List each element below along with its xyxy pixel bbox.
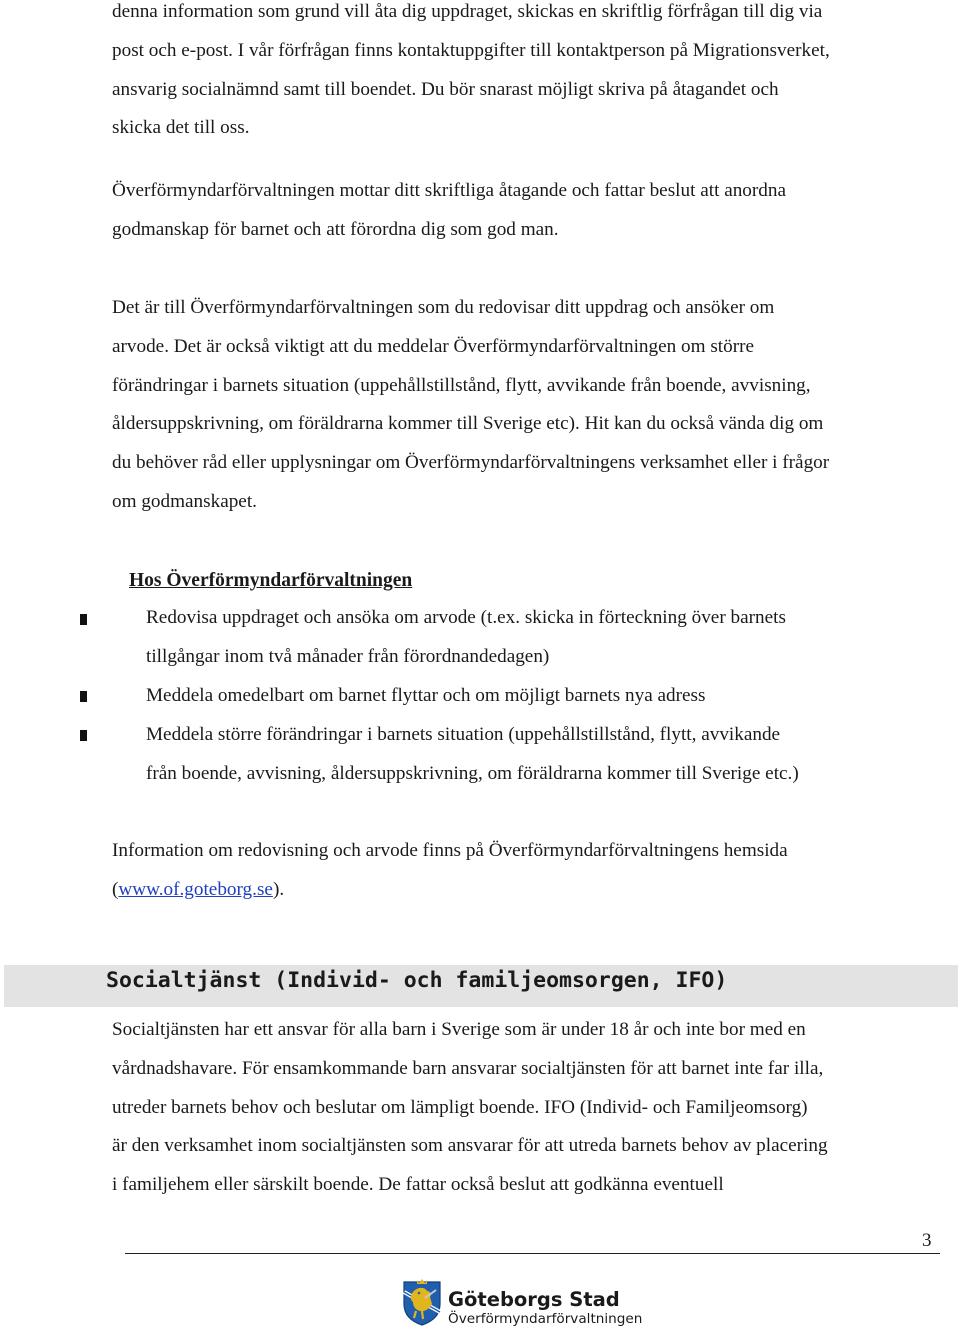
text-line: Det är till Överförmyndarförvaltningen som du redovisar ditt uppdrag och ansöker om bbox=[112, 297, 775, 318]
text-line: skicka det till oss. bbox=[112, 117, 250, 139]
section-title: Socialtjänst (Individ- och familjeomsorgen, IFO) bbox=[106, 968, 728, 993]
text-line: ansvarig socialnämnd samt till boendet. Du bör snarast möjligt skriva på åtagandet och bbox=[112, 78, 779, 100]
section-header-bar bbox=[4, 965, 958, 1007]
text-line: arvode. Det är också viktigt att du meddelar Överförmyndarförvaltningen om större bbox=[112, 335, 755, 357]
close-paren: ). bbox=[272, 878, 285, 900]
text-line: åldersuppskrivning, om föräldrarna kommer till Sverige etc). Hit kan du också vända dig om bbox=[112, 413, 824, 435]
footer-divider bbox=[125, 1253, 940, 1254]
logo-subtitle: Överförmyndarförvaltningen bbox=[448, 1311, 643, 1327]
text-line: är den verksamhet inom socialtjänsten som ansvarar för att utreda barnets behov av placering bbox=[112, 1135, 828, 1157]
list-item bbox=[146, 677, 946, 716]
text-line: godmanskap för barnet och att förordna dig som god man. bbox=[112, 218, 559, 240]
text-line: i familjehem eller särskilt boende. De fattar också beslut att godkänna eventuell bbox=[112, 1174, 724, 1196]
bullet-square-icon bbox=[80, 691, 87, 702]
text-line: post och e-post. I vår förfrågan finns kontaktuppgifter till kontaktperson på Migrationsverket, bbox=[112, 39, 830, 61]
text-line: Information om redovisning och arvode finns på Överförmyndarförvaltningens hemsida bbox=[112, 840, 788, 861]
text-line: utreder barnets behov och beslutar om lämpligt boende. IFO (Individ- och Familjeomsorg) bbox=[112, 1096, 808, 1118]
list-item-text: Meddela omedelbart om barnet flyttar och om möjligt barnets nya adress bbox=[146, 685, 706, 706]
text-line: om godmanskapet. bbox=[112, 490, 257, 512]
bullet-square-icon bbox=[80, 614, 87, 625]
page-number: 3 bbox=[922, 1230, 932, 1251]
text-line: Socialtjänsten har ett ansvar för alla barn i Sverige som är under 18 år och inte bor med en bbox=[112, 1019, 806, 1040]
list-item bbox=[146, 599, 946, 677]
subheading-hos-overformyndarforvaltningen: Hos Överförmyndarförvaltningen bbox=[129, 570, 413, 591]
list-item-text: från boende, avvisning, åldersuppskrivning, om föräldrarna kommer till Sverige etc.) bbox=[146, 762, 799, 784]
text-line: Överförmyndarförvaltningen mottar ditt skriftliga åtagande och fattar beslut att anordna bbox=[112, 180, 786, 201]
text-line bbox=[112, 871, 952, 910]
open-paren: ( bbox=[112, 878, 119, 900]
text-line: du behöver råd eller upplysningar om Överförmyndarförvaltningens verksamhet eller i frågor bbox=[112, 452, 830, 474]
text-line: vårdnadshavare. För ensamkommande barn ansvarar socialtjänsten för att barnet inte far illa, bbox=[112, 1057, 824, 1079]
list-item-text: Meddela större förändringar i barnets situation (uppehållstillstånd, flytt, avvikande bbox=[146, 724, 781, 745]
logo-name: Göteborgs Stad bbox=[448, 1288, 620, 1311]
bullet-square-icon bbox=[80, 730, 87, 741]
text-line: förändringar i barnets situation (uppehållstillstånd, flytt, avvikande från boende, avvisning, bbox=[112, 374, 811, 396]
intro-paragraph bbox=[112, 0, 952, 148]
info-paragraph bbox=[112, 832, 952, 910]
social-services-paragraph bbox=[112, 1011, 952, 1205]
list-item-text: tillgångar inom två månader från förordnandedagen) bbox=[146, 645, 550, 667]
list-item bbox=[146, 716, 946, 794]
text-line: denna information som grund vill åta dig uppdraget, skickas en skriftlig förfrågan till dig via bbox=[112, 1, 823, 22]
decision-paragraph bbox=[112, 172, 952, 250]
website-link[interactable]: www.of.goteborg.se bbox=[118, 878, 273, 900]
list-item-text: Redovisa uppdraget och ansöka om arvode (t.ex. skicka in förteckning över barnets bbox=[146, 607, 786, 628]
reporting-paragraph bbox=[112, 289, 952, 522]
goteborg-coat-of-arms-icon bbox=[398, 1278, 446, 1326]
